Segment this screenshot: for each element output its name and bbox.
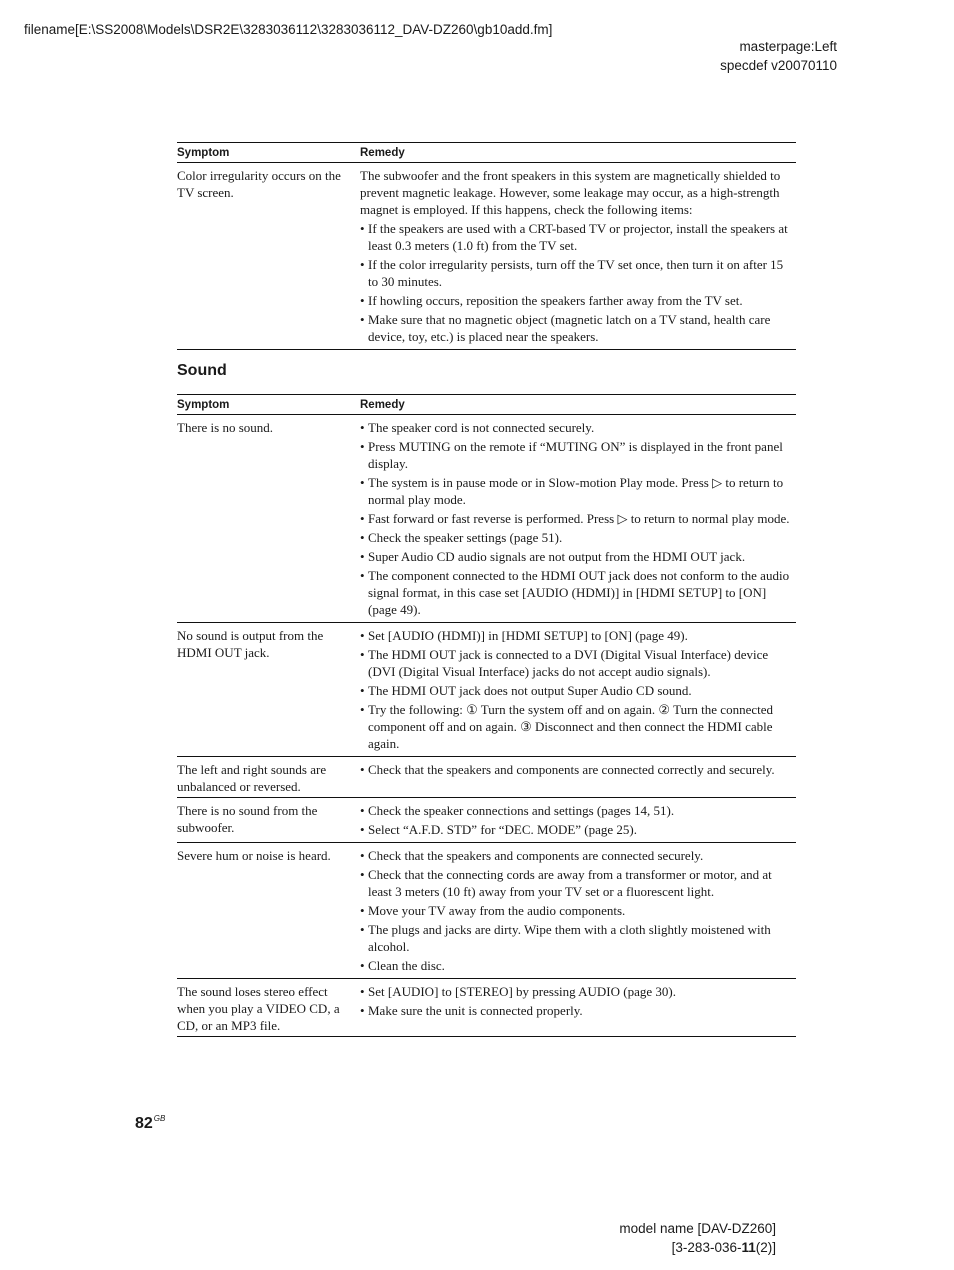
remedy-list xyxy=(360,802,796,838)
remedy-item xyxy=(360,682,796,699)
remedy-item xyxy=(360,646,796,680)
footer xyxy=(619,1219,776,1257)
remedy-item xyxy=(360,510,796,527)
bullet-icon: • xyxy=(360,683,365,698)
page-number-value: 82 xyxy=(135,1115,153,1132)
bullet-icon: • xyxy=(360,867,365,882)
remedy-text: Make sure the unit is connected properly. xyxy=(368,1003,583,1018)
bullet-icon: • xyxy=(360,568,365,583)
bullet-icon: • xyxy=(360,257,365,272)
remedy-text: Clean the disc. xyxy=(368,958,445,973)
remedy-item xyxy=(360,256,796,290)
bullet-icon: • xyxy=(360,647,365,662)
bullet-icon: • xyxy=(360,822,365,837)
symptom-cell: There is no sound from the subwoofer. xyxy=(177,803,318,835)
remedy-cell xyxy=(360,415,796,623)
sound-table xyxy=(177,394,796,1037)
remedy-text: The plugs and jacks are dirty. Wipe them with a cloth slightly moistened with alcohol. xyxy=(368,922,771,954)
symptom-cell: No sound is output from the HDMI OUT jack. xyxy=(177,628,324,660)
bullet-icon: • xyxy=(360,628,365,643)
bullet-icon: • xyxy=(360,1003,365,1018)
remedy-list xyxy=(360,983,796,1019)
remedy-header: Remedy xyxy=(360,146,405,159)
bullet-icon: • xyxy=(360,511,365,526)
table-row xyxy=(177,415,796,623)
remedy-cell xyxy=(360,843,796,979)
remedy-cell xyxy=(360,757,796,798)
remedy-text: Try the following: ① Turn the system off and on again. ② Turn the connected component off and on again. ③ Disconnect and then connect the HDMI cable again. xyxy=(368,702,773,751)
remedy-item xyxy=(360,567,796,618)
masterpage-info xyxy=(720,37,837,75)
specdef-label: specdef v20070110 xyxy=(720,58,837,73)
remedy-text: If howling occurs, reposition the speakers farther away from the TV set. xyxy=(368,293,743,308)
table-row xyxy=(177,843,796,979)
remedy-list xyxy=(360,627,796,752)
remedy-intro: The subwoofer and the front speakers in this system are magnetically shielded to prevent magnetic leakage. However, some leakage may occur, as a high-strength magnet is employed. If this happens, check the following items: xyxy=(360,168,781,217)
remedy-text: Fast forward or fast reverse is performed. Press ▷ to return to normal play mode. xyxy=(368,511,790,526)
remedy-item xyxy=(360,548,796,565)
bullet-icon: • xyxy=(360,762,365,777)
remedy-text: Check the speaker connections and settings (pages 14, 51). xyxy=(368,803,675,818)
remedy-text: Move your TV away from the audio components. xyxy=(368,903,626,918)
remedy-item xyxy=(360,627,796,644)
table-row xyxy=(177,798,796,843)
table-body xyxy=(177,415,796,1037)
main-content xyxy=(177,142,796,1037)
remedy-text: The HDMI OUT jack does not output Super Audio CD sound. xyxy=(368,683,692,698)
remedy-text: Super Audio CD audio signals are not output from the HDMI OUT jack. xyxy=(368,549,746,564)
remedy-item xyxy=(360,701,796,752)
remedy-cell xyxy=(360,798,796,843)
color-irregularity-table xyxy=(177,142,796,350)
remedy-item xyxy=(360,902,796,919)
part-number-prefix: [3-283-036- xyxy=(671,1240,742,1255)
remedy-text: If the speakers are used with a CRT-based TV or projector, install the speakers at least 0.3 meters (1.0 ft) from the TV set. xyxy=(368,221,788,253)
bullet-icon: • xyxy=(360,312,365,327)
part-number-suffix: (2)] xyxy=(755,1240,776,1255)
bullet-icon: • xyxy=(360,702,365,717)
remedy-item xyxy=(360,847,796,864)
table-header-row xyxy=(177,395,796,415)
remedy-item xyxy=(360,761,796,778)
table-body xyxy=(177,163,796,350)
remedy-cell xyxy=(360,979,796,1037)
remedy-item xyxy=(360,438,796,472)
remedy-cell xyxy=(360,163,796,350)
remedy-text: Check the speaker settings (page 51). xyxy=(368,530,563,545)
remedy-text: The system is in pause mode or in Slow-motion Play mode. Press ▷ to return to normal play mode. xyxy=(368,475,784,507)
symptom-header: Symptom xyxy=(177,398,230,411)
remedy-item xyxy=(360,311,796,345)
remedy-text: Set [AUDIO] to [STEREO] by pressing AUDIO (page 30). xyxy=(368,984,676,999)
remedy-text: Select “A.F.D. STD” for “DEC. MODE” (page 25). xyxy=(368,822,638,837)
remedy-list xyxy=(360,847,796,974)
remedy-text: Check that the speakers and components are connected securely. xyxy=(368,848,704,863)
sound-section-title: Sound xyxy=(177,362,227,379)
bullet-icon: • xyxy=(360,221,365,236)
bullet-icon: • xyxy=(360,293,365,308)
remedy-item xyxy=(360,474,796,508)
remedy-header: Remedy xyxy=(360,398,405,411)
bullet-icon: • xyxy=(360,848,365,863)
remedy-text: Press MUTING on the remote if “MUTING ON” is displayed in the front panel display. xyxy=(368,439,783,471)
bullet-icon: • xyxy=(360,958,365,973)
table-row xyxy=(177,757,796,798)
model-name: model name [DAV-DZ260] xyxy=(619,1221,776,1236)
remedy-text: Check that the connecting cords are away from a transformer or motor, and at least 3 meters (10 ft) away from your TV set or a fluorescent light. xyxy=(368,867,772,899)
remedy-item xyxy=(360,866,796,900)
table-row xyxy=(177,979,796,1037)
bullet-icon: • xyxy=(360,984,365,999)
part-number-bold: 11 xyxy=(741,1240,756,1255)
bullet-icon: • xyxy=(360,922,365,937)
remedy-text: Make sure that no magnetic object (magnetic latch on a TV stand, health care device, toy, etc.) is placed near the speakers. xyxy=(368,312,771,344)
remedy-text: Set [AUDIO (HDMI)] in [HDMI SETUP] to [ON] (page 49). xyxy=(368,628,688,643)
remedy-item xyxy=(360,1002,796,1019)
remedy-cell xyxy=(360,623,796,757)
symptom-cell: Severe hum or noise is heard. xyxy=(177,848,331,863)
symptom-cell: The sound loses stereo effect when you play a VIDEO CD, a CD, or an MP3 file. xyxy=(177,984,340,1033)
bullet-icon: • xyxy=(360,903,365,918)
remedy-item xyxy=(360,983,796,1000)
table-row xyxy=(177,163,796,350)
symptom-cell: The left and right sounds are unbalanced or reversed. xyxy=(177,762,327,794)
remedy-text: If the color irregularity persists, turn off the TV set once, then turn it on after 15 to 30 minutes. xyxy=(368,257,784,289)
filename-header: filename[E:\SS2008\Models\DSR2E\3283036112\3283036112_DAV-DZ260\gb10add.fm] xyxy=(24,22,553,37)
part-number xyxy=(619,1238,776,1257)
symptom-cell: There is no sound. xyxy=(177,420,274,435)
remedy-list xyxy=(360,761,796,778)
remedy-item xyxy=(360,220,796,254)
remedy-list xyxy=(360,419,796,618)
remedy-text: The HDMI OUT jack is connected to a DVI (Digital Visual Interface) device (DVI (Digital Visual Interface) jacks do not accept audio signals). xyxy=(368,647,769,679)
page-number-suffix: GB xyxy=(153,1114,166,1123)
symptom-header: Symptom xyxy=(177,146,230,159)
masterpage-label: masterpage:Left xyxy=(739,39,837,54)
bullet-icon: • xyxy=(360,439,365,454)
bullet-icon: • xyxy=(360,530,365,545)
bullet-icon: • xyxy=(360,803,365,818)
remedy-list xyxy=(360,220,796,345)
bullet-icon: • xyxy=(360,420,365,435)
remedy-item xyxy=(360,821,796,838)
table-row xyxy=(177,623,796,757)
remedy-item xyxy=(360,292,796,309)
remedy-text: Check that the speakers and components are connected correctly and securely. xyxy=(368,762,775,777)
table-header-row xyxy=(177,143,796,163)
bullet-icon: • xyxy=(360,549,365,564)
bullet-icon: • xyxy=(360,475,365,490)
remedy-text: The speaker cord is not connected securely. xyxy=(368,420,595,435)
remedy-item xyxy=(360,419,796,436)
remedy-item xyxy=(360,529,796,546)
symptom-cell: Color irregularity occurs on the TV screen. xyxy=(177,168,341,200)
remedy-item xyxy=(360,921,796,955)
remedy-text: The component connected to the HDMI OUT jack does not conform to the audio signal format, in this case set [AUDIO (HDMI)] in [HDMI SETUP] to [ON] (page 49). xyxy=(368,568,790,617)
remedy-item xyxy=(360,957,796,974)
page-number xyxy=(135,1114,165,1133)
remedy-item xyxy=(360,802,796,819)
